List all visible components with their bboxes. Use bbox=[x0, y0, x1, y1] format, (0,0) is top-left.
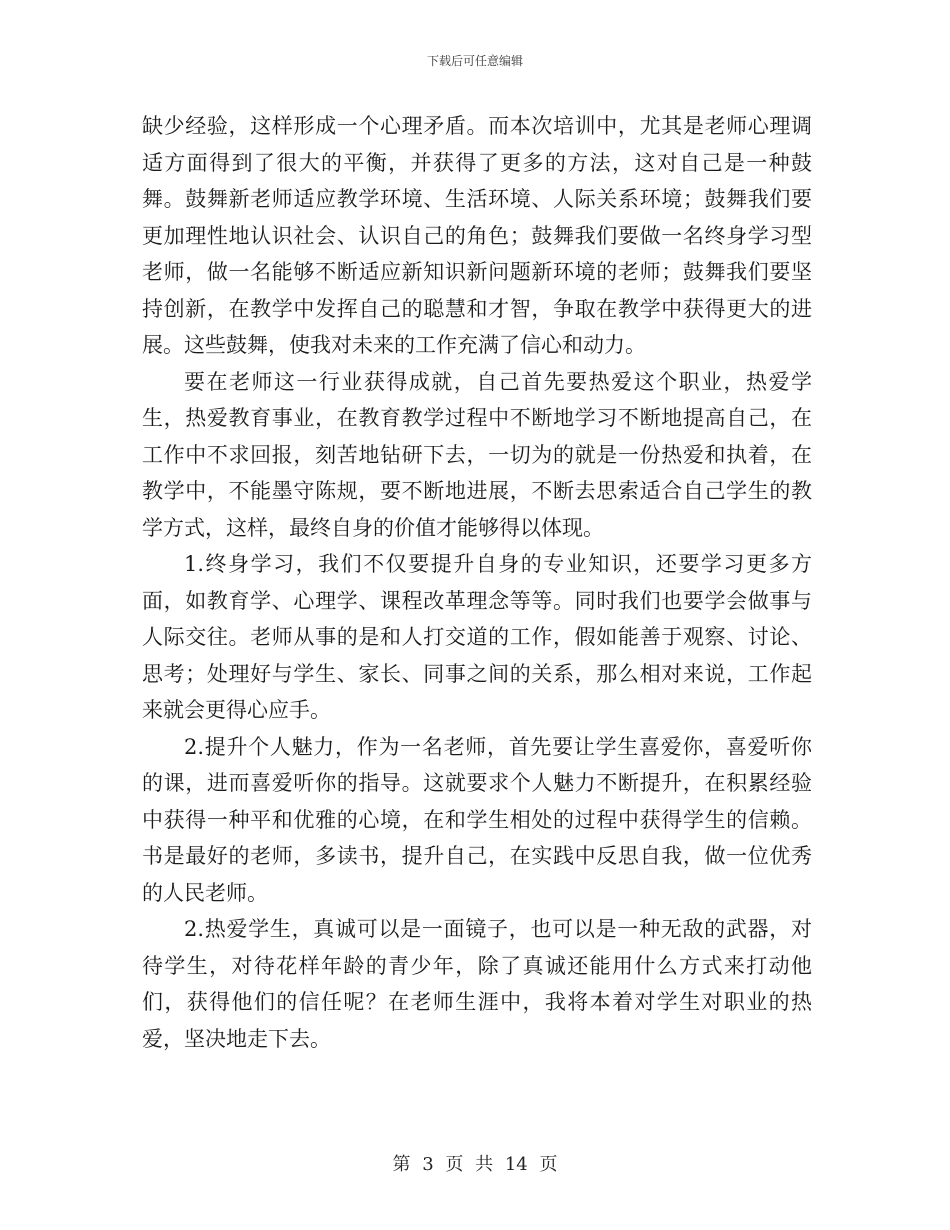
paragraph-personal-charm: 2.提升个人魅力，作为一名老师，首先要让学生喜爱你，喜爱听你的课，进而喜爱听你的指导。这就要求个人魅力不断提升，在积累经验中获得一种平和优雅的心境，在和学生相处的过程中获得学生的信赖。书是最好的老师，多读书，提升自己，在实践中反思自我，做一位优秀的人民老师。 bbox=[142, 734, 812, 905]
paragraph-love-students: 2.热爱学生，真诚可以是一面镜子，也可以是一种无敌的武器，对待学生，对待花样年龄的青少年，除了真诚还能用什么方式来打动他们，获得他们的信任呢？在老师生涯中，我将本着对学生对职业的热爱，坚决地走下去。 bbox=[142, 917, 812, 1051]
paragraph-continuation: 缺少经验，这样形成一个心理矛盾。而本次培训中，尤其是老师心理调适方面得到了很大的平衡，并获得了更多的方法，这对自己是一种鼓舞。鼓舞新老师适应教学环境、生活环境、人际关系环境；鼓舞我们要更加理性地认识社会、认识自己的角色；鼓舞我们要做一名终身学习型老师，做一名能够不断适应新知识新问题新环境的老师；鼓舞我们要坚持创新，在教学中发挥自己的聪慧和才智，争取在教学中获得更大的进展。这些鼓舞，使我对未来的工作充满了信心和动力。 bbox=[142, 114, 812, 357]
page-header: 下载后可任意编辑 bbox=[426, 54, 523, 68]
page-footer: 第 3 页 共 14 页 bbox=[392, 1154, 558, 1175]
body-text bbox=[142, 108, 812, 1057]
paragraph-lifelong-learning: 1.终身学习，我们不仅要提升自身的专业知识，还要学习更多方面，如教育学、心理学、课程改革理念等等。同时我们也要学会做事与人际交往。老师从事的是和人打交道的工作，假如能善于观察、讨论、思考；处理好与学生、家长、同事之间的关系，那么相对来说，工作起来就会更得心应手。 bbox=[142, 552, 812, 722]
paragraph-teacher-career: 要在老师这一行业获得成就，自己首先要热爱这个职业，热爱学生，热爱教育事业，在教育教学过程中不断地学习不断地提高自己，在工作中不求回报，刻苦地钻研下去，一切为的就是一份热爱和执着，在教学中，不能墨守陈规，要不断地进展，不断去思索适合自己学生的教学方式，这样，最终自身的价值才能够得以体现。 bbox=[142, 369, 812, 540]
